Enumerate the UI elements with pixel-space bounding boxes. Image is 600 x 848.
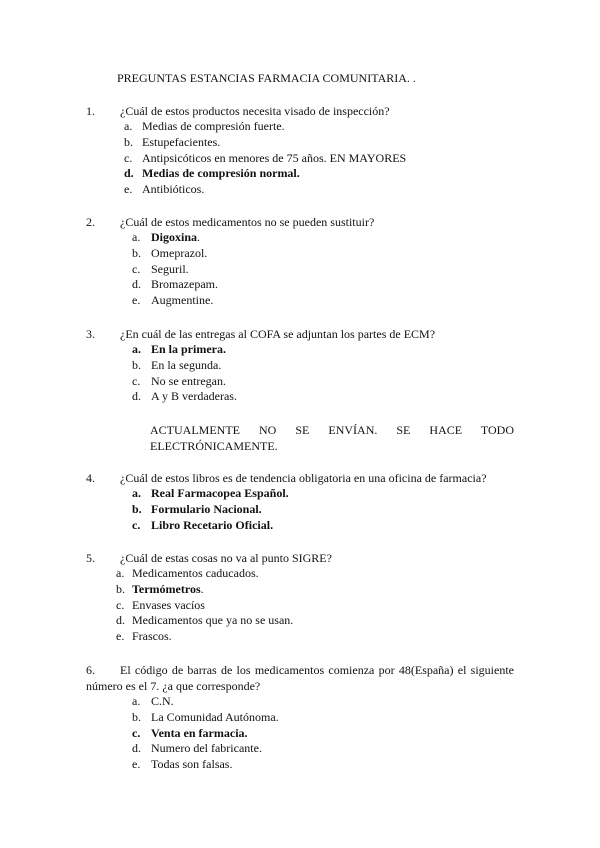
- option-e: [86, 293, 526, 309]
- page-title: PREGUNTAS ESTANCIAS FARMACIA COMUNITARIA. .: [117, 71, 416, 85]
- option-letter: a.: [132, 342, 141, 356]
- option-letter: a.: [132, 486, 141, 500]
- option-text: Antipsicóticos en menores de 75 años. EN MAYORES: [142, 150, 407, 165]
- option-a: [86, 566, 526, 582]
- option-e: [86, 182, 526, 198]
- option-letter: b.: [116, 581, 125, 596]
- option-c-correct: [86, 726, 526, 742]
- option-letter: d.: [132, 277, 141, 292]
- option-c: [86, 151, 526, 167]
- option-d: [86, 613, 526, 629]
- option-letter: b.: [124, 134, 133, 149]
- option-letter: c.: [116, 597, 125, 612]
- option-text: Envases vacíos: [132, 597, 205, 612]
- option-c-correct: [86, 518, 526, 534]
- option-d: [86, 277, 526, 293]
- option-text: Bromazepam.: [151, 277, 218, 292]
- option-letter: a.: [124, 119, 133, 133]
- option-text: [132, 582, 204, 598]
- option-text: Medicamentos caducados.: [132, 566, 259, 580]
- option-text: [151, 230, 200, 246]
- option-e: [86, 757, 526, 773]
- option-text: Formulario Nacional.: [151, 501, 262, 516]
- question-6: [86, 694, 526, 773]
- option-e: [86, 629, 526, 645]
- option-text: Libro Recetario Oficial.: [151, 517, 274, 532]
- option-letter: b.: [132, 709, 141, 724]
- question-text: ¿En cuál de las entregas al COFA se adjuntan los partes de ECM?: [120, 327, 436, 341]
- option-a-correct: [86, 230, 526, 246]
- option-text: Frascos.: [132, 629, 172, 644]
- option-letter: a.: [116, 566, 125, 580]
- option-letter: d.: [132, 389, 141, 404]
- option-letter: c.: [124, 150, 133, 165]
- option-text: Seguril.: [151, 261, 189, 276]
- option-c: [86, 374, 526, 390]
- question-number: 2.: [86, 215, 95, 229]
- option-letter: d.: [132, 741, 141, 756]
- option-letter: c.: [132, 517, 141, 532]
- option-text-bold: Termómetros: [132, 581, 201, 596]
- option-text: Omeprazol.: [151, 245, 208, 260]
- option-letter: c.: [132, 261, 141, 276]
- option-a-correct: [86, 486, 526, 502]
- option-letter: b.: [132, 245, 141, 260]
- option-letter: d.: [124, 166, 134, 181]
- question-number: 6.: [86, 663, 95, 677]
- option-letter: a.: [132, 694, 141, 708]
- question-number: 3.: [86, 327, 95, 341]
- option-text: Venta en farmacia.: [151, 725, 248, 740]
- option-b: [86, 358, 526, 374]
- option-text: Real Farmacopea Español.: [151, 486, 289, 500]
- option-text: Medias de compresión fuerte.: [142, 119, 285, 133]
- option-text: Augmentine.: [151, 293, 214, 308]
- question-number: 5.: [86, 551, 95, 565]
- option-text: Medias de compresión normal.: [142, 166, 300, 181]
- option-text: Numero del fabricante.: [151, 741, 262, 756]
- option-letter: c.: [132, 373, 141, 388]
- option-letter: d.: [116, 613, 125, 628]
- option-a: [86, 694, 526, 710]
- option-text: En la segunda.: [151, 357, 222, 372]
- option-text: Medicamentos que ya no se usan.: [132, 613, 294, 628]
- option-letter: e.: [132, 293, 141, 308]
- option-b: [86, 246, 526, 262]
- option-text: C.N.: [151, 694, 174, 708]
- option-text: En la primera.: [151, 342, 226, 356]
- question-text: ¿Cuál de estas cosas no va al punto SIGRE?: [120, 551, 332, 565]
- option-text: No se entregan.: [151, 373, 226, 388]
- option-text: Antibióticos.: [142, 182, 205, 197]
- question-1: [86, 103, 526, 198]
- option-d: [86, 741, 526, 757]
- question-number: 1.: [86, 104, 95, 118]
- option-letter: e.: [132, 757, 141, 772]
- option-letter: e.: [116, 629, 125, 644]
- option-b-correct: [86, 582, 526, 598]
- option-c: [86, 598, 526, 614]
- option-b-correct: [86, 502, 526, 518]
- option-a-correct: [86, 342, 526, 358]
- question-4: [86, 470, 526, 533]
- option-letter: a.: [132, 230, 141, 244]
- question-2: [86, 214, 526, 309]
- question-5: [86, 550, 526, 645]
- option-text-bold: Digoxina: [151, 230, 198, 244]
- option-text: Estupefacientes.: [142, 134, 221, 149]
- question-3: [86, 326, 526, 405]
- question-text: ¿Cuál de estos productos necesita visado de inspección?: [120, 104, 390, 118]
- option-c: [86, 262, 526, 278]
- question-6-text: El código de barras de los medicamentos comienza por 48(España) el siguiente número es el 7. ¿a que corresponde?: [86, 663, 514, 693]
- option-b: [86, 710, 526, 726]
- option-letter: b.: [132, 501, 142, 516]
- option-b: [86, 135, 526, 151]
- option-letter: e.: [124, 182, 133, 197]
- answer-note: ACTUALMENTE NO SE ENVÍAN. SE HACE TODO ELECTRÓNICAMENTE.: [150, 423, 514, 453]
- option-text: A y B verdaderas.: [151, 389, 237, 404]
- question-text: ¿Cuál de estos medicamentos no se pueden sustituir?: [120, 215, 375, 229]
- option-letter: b.: [132, 357, 141, 372]
- option-d-correct: [86, 166, 526, 182]
- option-suffix: .: [200, 581, 204, 596]
- option-suffix: .: [197, 230, 201, 244]
- option-d: [86, 389, 526, 405]
- question-text: ¿Cuál de estos libros es de tendencia obligatoria en una oficina de farmacia?: [120, 471, 487, 485]
- option-letter: c.: [132, 725, 141, 740]
- option-text: La Comunidad Autónoma.: [151, 709, 279, 724]
- question-number: 4.: [86, 471, 95, 485]
- option-a: [86, 119, 526, 135]
- option-text: Todas son falsas.: [151, 757, 233, 772]
